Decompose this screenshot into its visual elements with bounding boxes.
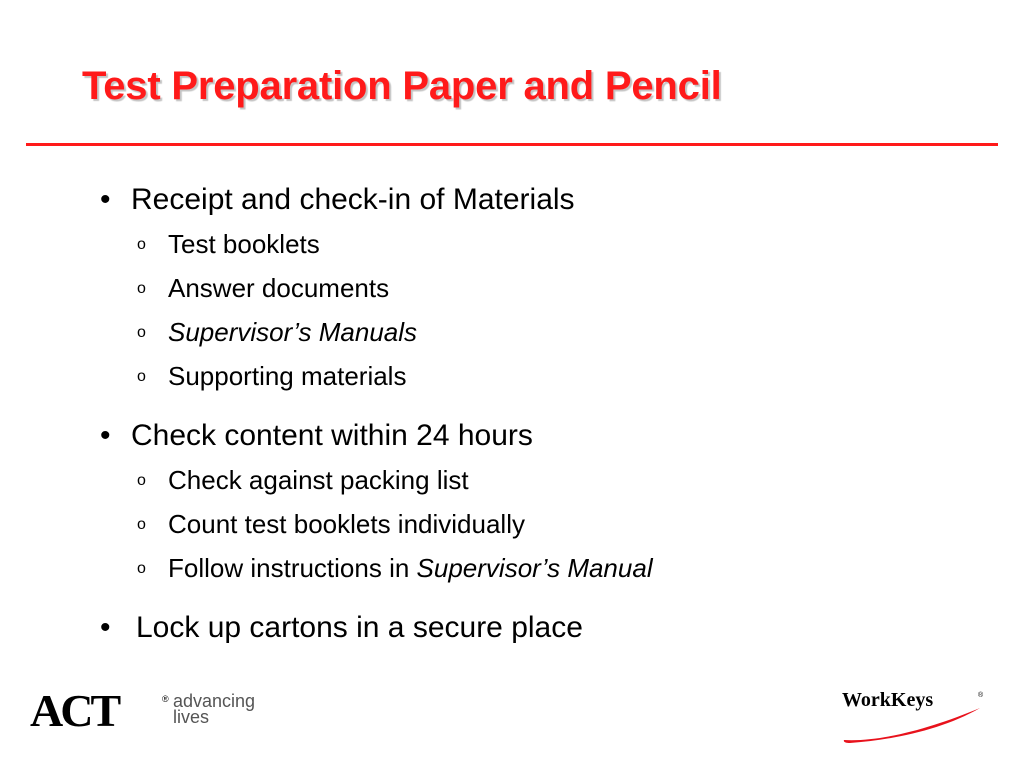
bullet-point [100,178,960,222]
sub-bullet-icon: o [137,280,146,297]
list-item [100,178,960,398]
sub-bullet-text: Follow instructions in [168,553,417,583]
sub-bullet-text: Answer documents [168,273,390,303]
sub-bullet-emphasis: Supervisor’s Manual [416,553,653,583]
sub-bullet-icon: o [137,236,146,253]
bullet-list [100,178,960,650]
sub-bullet-icon: o [137,560,146,577]
bullet-point [100,414,960,458]
sub-bullet-text: Test booklets [168,229,320,259]
sub-bullet-point [100,222,960,266]
bullet-point [100,606,960,650]
sub-bullet-point [100,502,960,546]
act-tagline-line-1: advancing [173,691,256,711]
title-divider [26,143,998,146]
sub-bullet-icon: o [137,516,146,533]
workkeys-logo [842,688,992,744]
act-tagline-line-2: lives [173,707,210,727]
swoosh-icon [842,706,982,744]
bullet-icon: • [100,183,111,216]
act-wordmark: ACT [30,685,119,736]
list-item [100,606,960,650]
sub-list [100,222,960,398]
slide-title: Test Preparation Paper and Pencil [82,64,722,108]
sub-list [100,458,960,590]
sub-bullet-icon: o [137,368,146,385]
bullet-text: Lock up cartons in a secure place [136,611,583,644]
act-registered-mark: ® [162,694,169,704]
bullet-text: Check content within 24 hours [131,419,533,452]
sub-bullet-point [100,310,960,354]
sub-bullet-text: Supervisor’s Manuals [168,317,418,347]
sub-bullet-text: Check against packing list [168,465,469,495]
workkeys-wordmark: WorkKeys [842,689,934,711]
act-tagline [173,693,255,725]
list-item [100,414,960,590]
sub-bullet-text: Count test booklets individually [168,509,525,539]
sub-bullet-icon: o [137,324,146,341]
sub-bullet-point [100,354,960,398]
sub-bullet-point [100,458,960,502]
sub-bullet-icon: o [137,472,146,489]
act-logo [30,685,270,738]
bullet-icon: • [100,611,111,644]
bullet-text: Receipt and check-in of Materials [131,183,575,216]
sub-bullet-point [100,546,960,590]
sub-bullet-point [100,266,960,310]
workkeys-registered-mark: ® [978,692,984,699]
sub-bullet-text: Supporting materials [168,361,407,391]
bullet-icon: • [100,419,111,452]
